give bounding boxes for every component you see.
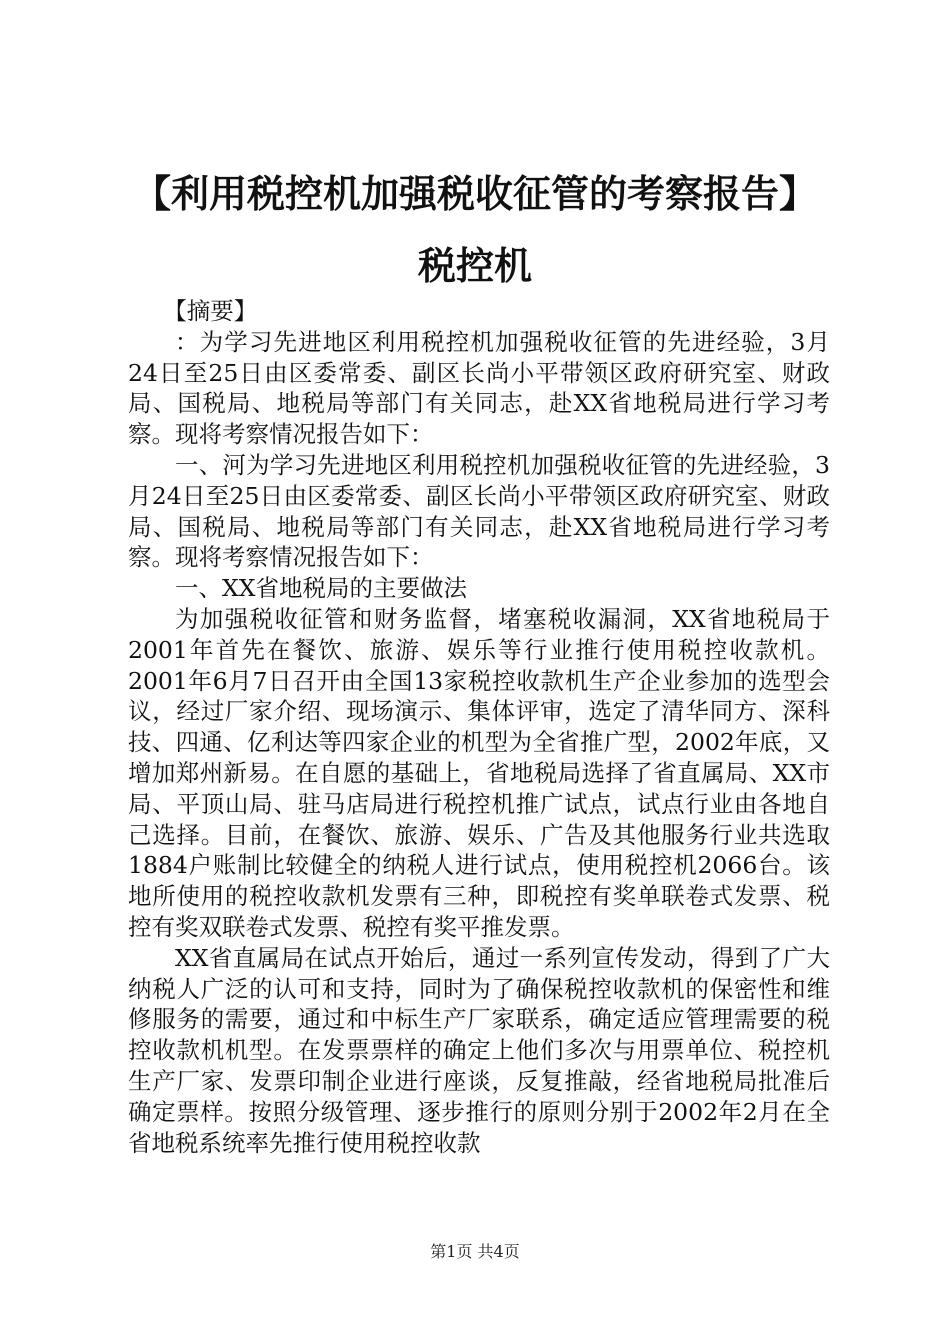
abstract-paragraph: ：为学习先进地区利用税控机加强税收征管的先进经验，3月24日至25日由区委常委、副区长尚小平带领区政府研究室、财政局、国税局、地税局等部门有关同志，赴XX省地税局进行学习考察。现将考察情况报告如下：	[128, 327, 830, 449]
body-paragraph-3: XX省直属局在试点开始后，通过一系列宣传发动，得到了广大纳税人广泛的认可和支持，同时为了确保税控收款机的保密性和维修服务的需要，通过和中标生产厂家联系，确定适应管理需要的税控收款机机型。在发票票样的确定上他们多次与用票单位、税控机生产厂家、发票印制企业进行座谈，反复推敲，经省地税局批准后确定票样。按照分级管理、逐步推行的原则分别于2002年2月在全省地税系统率先推行使用税控收款	[128, 943, 830, 1157]
section-heading: 一、XX省地税局的主要做法	[175, 574, 467, 603]
abstract-label: 【摘要】	[163, 297, 258, 325]
body-paragraph-2: 为加强税收征管和财务监督，堵塞税收漏洞，XX省地税局于2001年首先在餐饮、旅游、娱乐等行业推行使用税控收款机。2001年6月7日召开由全国13家税控收款机生产企业参加的选型会议，经过厂家介绍、现场演示、集体评审，选定了清华同方、深科技、四通、亿利达等四家企业的机型为全省推广型，2002年底，又增加郑州新易。在自愿的基础上，省地税局选择了省直属局、XX市局、平顶山局、驻马店局进行税控机推广试点，试点行业由各地自己选择。目前，在餐饮、旅游、娱乐、广告及其他服务行业共选取1884户账制比较健全的纳税人进行试点，使用税控机2066台。该地所使用的税控收款机发票有三种，即税控有奖单联卷式发票、税控有奖双联卷式发票、税控有奖平推发票。	[128, 604, 830, 941]
document-title: 【利用税控机加强税收征管的考察报告】税控机	[132, 171, 817, 288]
document-body	[128, 296, 830, 1158]
page-footer: 第1页 共4页	[430, 1242, 520, 1261]
body-paragraph-1: 一、河为学习先进地区利用税控机加强税收征管的先进经验，3月24日至25日由区委常委、副区长尚小平带领区政府研究室、财政局、国税局、地税局等部门有关同志，赴XX省地税局进行学习考察。现将考察情况报告如下：	[128, 450, 830, 572]
